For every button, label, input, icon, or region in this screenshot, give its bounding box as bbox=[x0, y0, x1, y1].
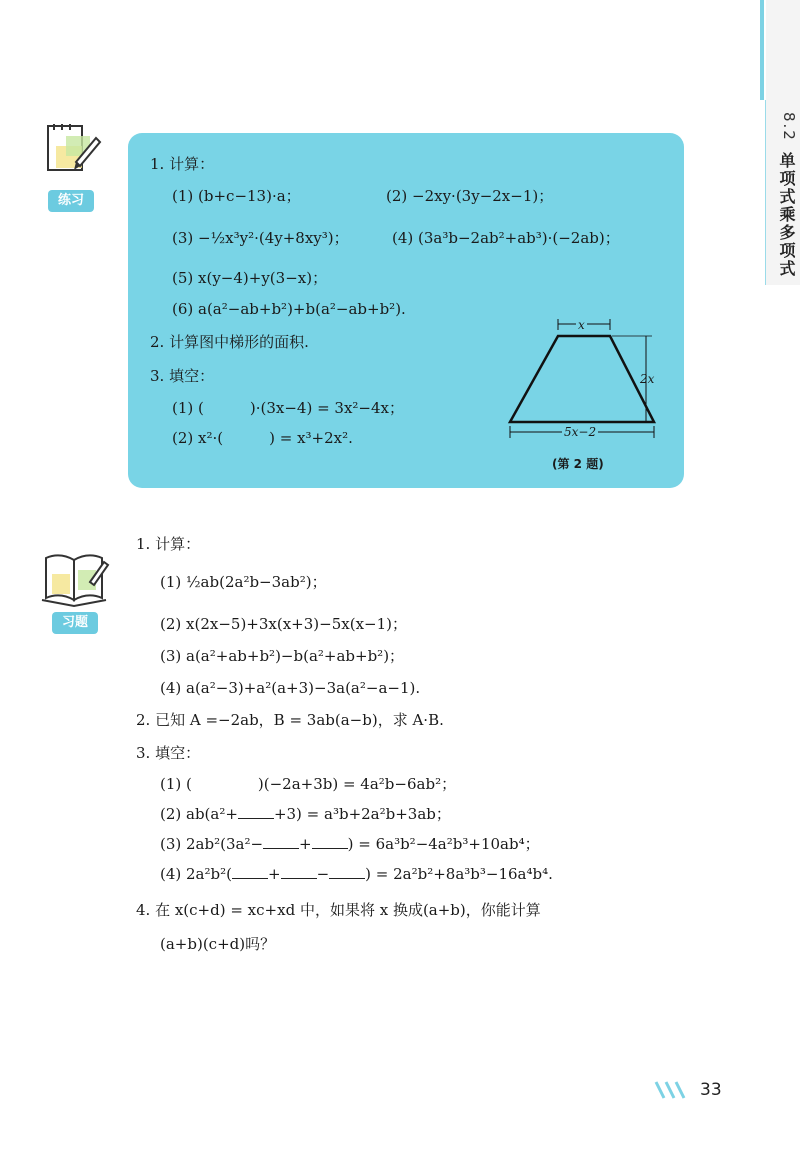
notebook-pencil-icon bbox=[42, 118, 104, 184]
section-number: 8.2 bbox=[780, 112, 798, 142]
exercise-q1-2: (2) x(2x−5)+3x(x+3)−5x(x−1)； bbox=[160, 615, 407, 633]
practice-q1-2: (2) −2xy·(3y−2x−1)； bbox=[386, 187, 554, 205]
trapezoid-top-label: x bbox=[578, 318, 585, 332]
blank bbox=[238, 804, 274, 819]
practice-q1-1: (1) (b+c−13)·a； bbox=[172, 187, 301, 205]
practice-badge: 练习 bbox=[48, 190, 94, 212]
side-accent-strip bbox=[760, 0, 764, 100]
blank bbox=[312, 834, 348, 849]
trapezoid-height-label: 2x bbox=[640, 372, 655, 386]
exercise-q1-3: (3) a(a²+ab+b²)−b(a²+ab+b²)； bbox=[160, 647, 405, 665]
exercise-q4-line1: 4. 在 x(c+d) = xc+xd 中，如果将 x 换成(a+b)，你能计算 bbox=[136, 901, 541, 919]
exercise-q3-4: (4) 2a²b²( + − ) = 2a²b²+8a³b³−16a⁴b⁴. bbox=[160, 865, 553, 883]
exercise-q3-2: (2) ab(a²+ +3) = a³b+2a²b+3ab； bbox=[160, 805, 451, 823]
practice-q1-title: 1. 计算： bbox=[150, 155, 215, 173]
exercise-q3-3: (3) 2ab²(3a²− + ) = 6a³b²−4a²b³+10ab⁴； bbox=[160, 835, 540, 853]
exercise-q1-1: (1) ½ab(2a²b−3ab²)； bbox=[160, 573, 327, 591]
trapezoid-bottom-label: 5x−2 bbox=[564, 425, 597, 439]
page-slash-icon bbox=[654, 1080, 696, 1100]
practice-q3-title: 3. 填空： bbox=[150, 367, 215, 385]
exercise-q3-title: 3. 填空： bbox=[136, 744, 201, 762]
exercise-q1-4: (4) a(a²−3)+a²(a+3)−3a(a²−a−1). bbox=[160, 679, 421, 697]
open-book-icon bbox=[40, 548, 110, 610]
blank bbox=[281, 864, 317, 879]
practice-q1-3: (3) −½x³y²·(4y+8xy³)； bbox=[172, 229, 349, 247]
practice-q1-5: (5) x(y−4)+y(3−x)； bbox=[172, 269, 328, 287]
page-number: 33 bbox=[700, 1080, 722, 1100]
side-divider bbox=[765, 100, 766, 285]
section-title: 单项式乘多项式 bbox=[777, 152, 796, 278]
figure-caption: (第 2 题) bbox=[552, 457, 604, 471]
exercise-badge: 习题 bbox=[52, 612, 98, 634]
blank bbox=[263, 834, 299, 849]
practice-q1-4: (4) (3a³b−2ab²+ab³)·(−2ab)； bbox=[392, 229, 620, 247]
exercise-q4-line2: (a+b)(c+d)吗？ bbox=[160, 935, 276, 953]
exercise-q2: 2. 已知 A =−2ab，B = 3ab(a−b)，求 A·B. bbox=[136, 711, 444, 729]
practice-q3-2: (2) x²·( ) = x³+2x². bbox=[172, 429, 353, 447]
practice-q2: 2. 计算图中梯形的面积. bbox=[150, 333, 309, 351]
practice-q3-1: (1) ( )·(3x−4) = 3x²−4x； bbox=[172, 399, 405, 417]
blank bbox=[329, 864, 365, 879]
exercise-q3-1: (1) ( )(−2a+3b) = 4a²b−6ab²； bbox=[160, 775, 457, 793]
blank bbox=[232, 864, 268, 879]
practice-q1-6: (6) a(a²−ab+b²)+b(a²−ab+b²). bbox=[172, 300, 406, 318]
exercise-q1-title: 1. 计算： bbox=[136, 535, 201, 553]
